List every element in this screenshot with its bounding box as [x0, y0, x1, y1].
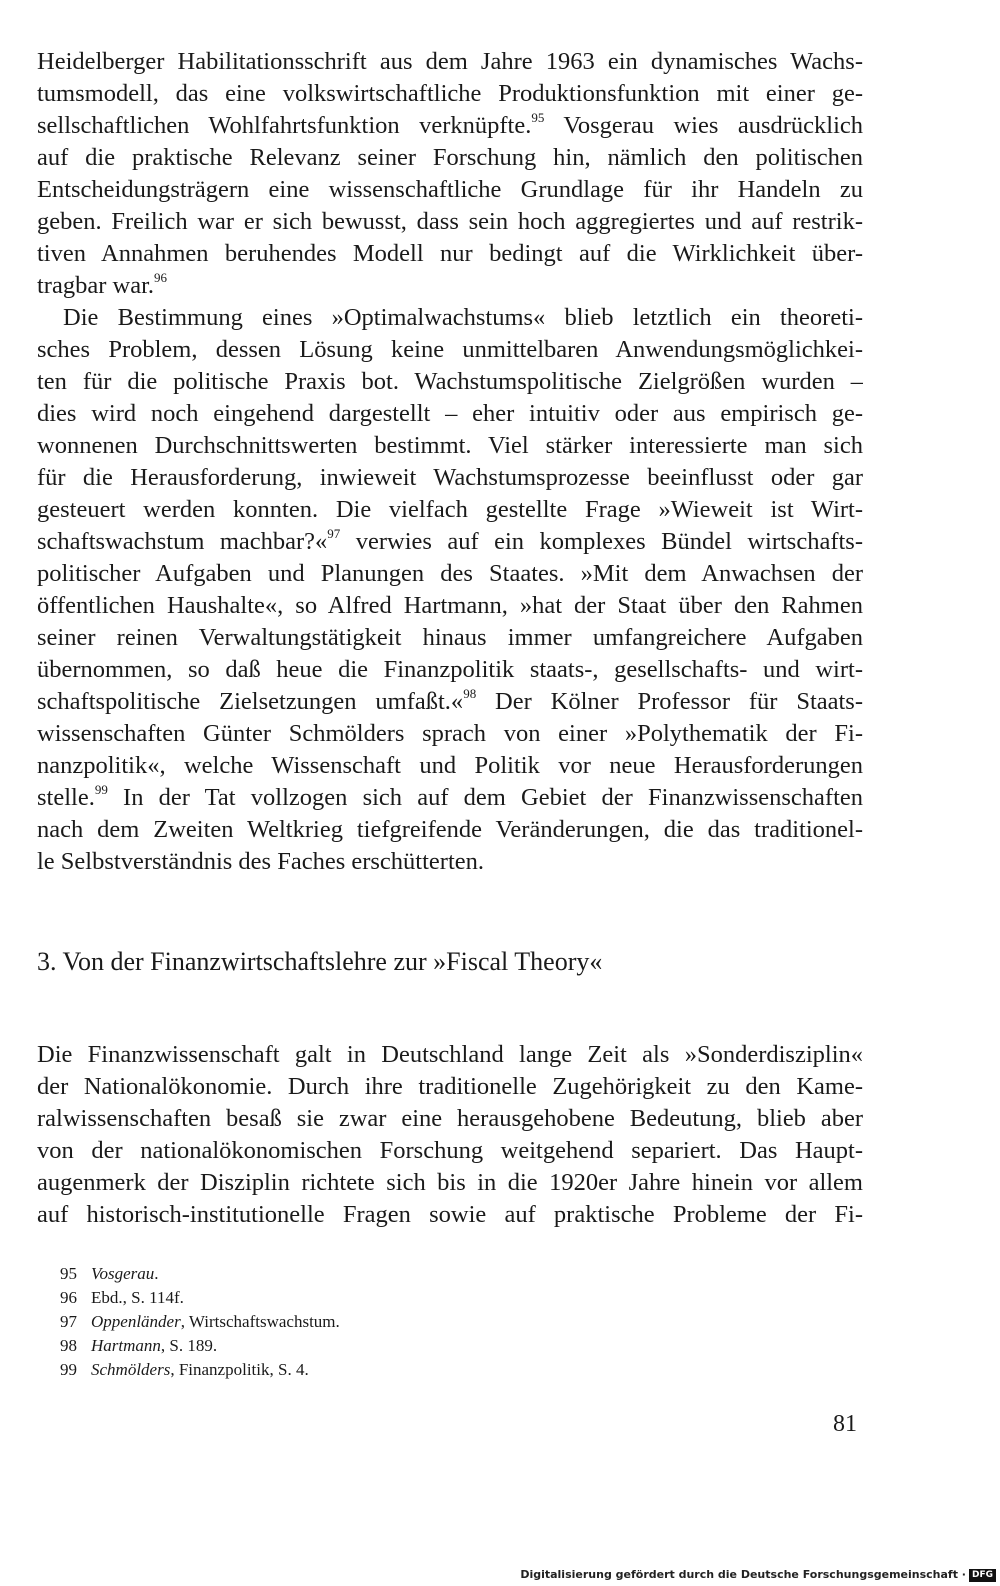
text-line: geben. Freilich war er sich bewusst, dass sein hoch aggregiertes und auf restrik- [37, 208, 863, 235]
text-line: seiner reinen Verwaltungstätigkeit hinaus immer umfangreichere Aufgaben [37, 624, 863, 651]
text-line: le Selbstverständnis des Faches erschütterten. [37, 848, 485, 875]
footnote-ref-96[interactable]: 96 [154, 270, 167, 285]
footnote-97 [60, 1310, 760, 1334]
text-line-start: schaftswachstum machbar?« [37, 528, 328, 555]
footnote-number: 99 [60, 1360, 77, 1379]
text-line-start: tragbar war. [37, 272, 154, 299]
credit-text: Digitalisierung gefördert durch die Deutsche Forschungsgemeinschaft · [520, 1568, 966, 1581]
text-line: wissenschaften Günter Schmölders sprach von einer »Polythematik der Fi- [37, 720, 863, 747]
footnote-text: . [154, 1264, 159, 1283]
text-line [37, 110, 863, 142]
text-line: sches Problem, dessen Lösung keine unmittelbaren Anwendungsmöglichkei- [37, 336, 863, 363]
text-line: auf die praktische Relevanz seiner Forschung hin, nämlich den politischen [37, 144, 863, 171]
footnote-text: , Finanzpolitik, S. 4. [170, 1360, 309, 1379]
text-line-start: stelle. [37, 784, 95, 811]
footnote-number: 96 [60, 1288, 77, 1307]
footnote-ref-95[interactable]: 95 [531, 110, 545, 125]
text-line [37, 526, 863, 558]
paragraph-2 [37, 302, 863, 878]
text-line: gesteuert werden konnten. Die vielfach gestellte Frage »Wieweit ist Wirt- [37, 496, 863, 523]
text-line: ralwissenschaften besaß sie zwar eine herausgehobene Bedeutung, blieb aber [37, 1105, 863, 1132]
text-line: Die Finanzwissenschaft galt in Deutschland lange Zeit als »Sonderdisziplin« [37, 1041, 863, 1068]
text-line: Die Bestimmung eines »Optimalwachstums« blieb letztlich ein theoreti- [63, 304, 863, 331]
footnote-ref-99[interactable]: 99 [94, 782, 108, 797]
text-line: nanzpolitik«, welche Wissenschaft und Politik vor neue Herausforderungen [37, 752, 863, 779]
footnote-author: Schmölders [91, 1360, 171, 1379]
paragraph-3 [37, 1039, 863, 1231]
text-line [37, 686, 863, 718]
text-line: tiven Annahmen beruhendes Modell nur bedingt auf die Wirklichkeit über- [37, 240, 863, 267]
text-line-end: Vosgerau wies ausdrücklich [563, 112, 863, 139]
text-line: öffentlichen Haushalte«, so Alfred Hartmann, »hat der Staat über den Rahmen [37, 592, 863, 619]
footnote-text: Ebd., S. 114f. [91, 1288, 184, 1307]
footnote-ref-98[interactable]: 98 [463, 686, 477, 701]
footnote-ref-97[interactable]: 97 [327, 526, 341, 541]
footnotes [60, 1262, 760, 1382]
text-line: Heidelberger Habilitationsschrift aus dem Jahre 1963 ein dynamisches Wachs- [37, 48, 863, 75]
footnote-95 [60, 1262, 760, 1286]
dfg-logo: DFG [969, 1569, 996, 1582]
page-number: 81 [833, 1411, 857, 1437]
text-line [37, 270, 863, 302]
digitization-credit [520, 1567, 996, 1583]
footnote-99 [60, 1358, 760, 1382]
text-line-end: Der Kölner Professor für Staats- [495, 688, 863, 715]
text-line: politischer Aufgaben und Planungen des Staates. »Mit dem Anwachsen der [37, 560, 863, 587]
text-line [37, 782, 863, 814]
text-line: auf historisch-institutionelle Fragen sowie auf praktische Probleme der Fi- [37, 1201, 863, 1228]
text-line-start: schaftspolitische Zielsetzungen umfaßt.« [37, 688, 464, 715]
text-line: dies wird noch eingehend dargestellt – eher intuitiv oder aus empirisch ge- [37, 400, 863, 427]
text-line-end: In der Tat vollzogen sich auf dem Gebiet der Finanzwissenschaften [123, 784, 863, 811]
section-heading: 3. Von der Finanzwirtschaftslehre zur »Fiscal Theory« [37, 947, 603, 976]
text-line: von der nationalökonomischen Forschung weitgehend separiert. Das Haupt- [37, 1137, 863, 1164]
footnote-text: , Wirtschaftswachstum. [180, 1312, 340, 1331]
text-line: tumsmodell, das eine volkswirtschaftliche Produktionsfunktion mit einer ge- [37, 80, 863, 107]
footnote-author: Vosgerau [91, 1264, 155, 1283]
paragraph-1 [37, 46, 863, 302]
text-line-end: verwies auf ein komplexes Bündel wirtschafts- [355, 528, 863, 555]
text-line: wonnenen Durchschnittswerten bestimmt. Viel stärker interessierte man sich [37, 432, 863, 459]
footnote-text: , S. 189. [160, 1336, 218, 1355]
text-line: augenmerk der Disziplin richtete sich bis in die 1920er Jahre hinein vor allem [37, 1169, 863, 1196]
text-line: ten für die politische Praxis bot. Wachstumspolitische Zielgrößen wurden – [37, 368, 863, 395]
footnote-98 [60, 1334, 760, 1358]
text-line: für die Herausforderung, inwieweit Wachstumsprozesse beeinflusst oder gar [37, 464, 863, 491]
footnote-author: Hartmann [91, 1336, 161, 1355]
footnote-number: 97 [60, 1312, 77, 1331]
text-line: übernommen, so daß heue die Finanzpolitik staats-, gesellschafts- und wirt- [37, 656, 863, 683]
text-line: nach dem Zweiten Weltkrieg tiefgreifende Veränderungen, die das traditionel- [37, 816, 863, 843]
footnote-number: 98 [60, 1336, 77, 1355]
footnote-number: 95 [60, 1264, 77, 1283]
footnote-author: Oppenländer [91, 1312, 181, 1331]
footnote-96 [60, 1286, 760, 1310]
text-line-start: sellschaftlichen Wohlfahrtsfunktion verknüpfte. [37, 112, 532, 139]
text-line: Entscheidungsträgern eine wissenschaftliche Grundlage für ihr Handeln zu [37, 176, 863, 203]
text-line: der Nationalökonomie. Durch ihre traditionelle Zugehörigkeit zu den Kame- [37, 1073, 863, 1100]
